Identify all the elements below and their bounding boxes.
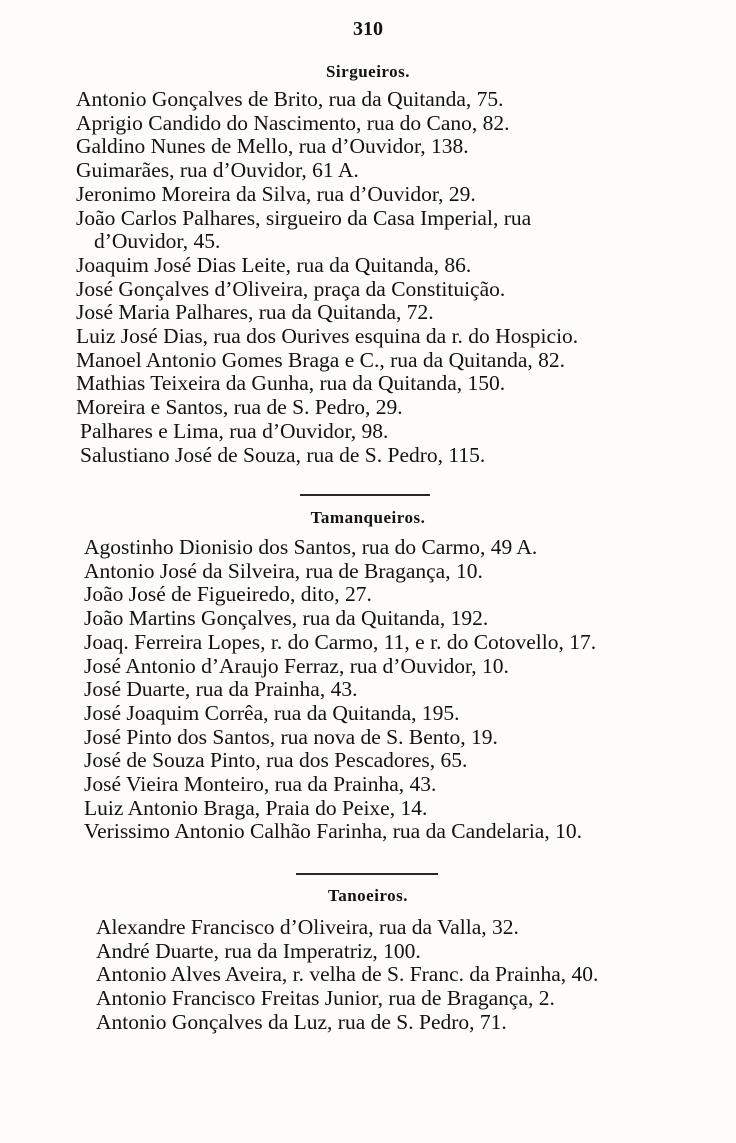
section-heading-tamanqueiros: Tamanqueiros. [310, 508, 426, 527]
list-item: Moreira e Santos, rua de S. Pedro, 29. [76, 395, 403, 420]
list-item: Agostinho Dionisio dos Santos, rua do Carmo, 49 A. [84, 535, 538, 559]
list-item: João José de Figueiredo, dito, 27. [84, 582, 372, 607]
list-item: Joaquim José Dias Leite, rua da Quitanda, 86. [76, 252, 472, 277]
section-heading-sirgueiros: Sirgueiros. [325, 62, 411, 81]
list-item: José Pinto dos Santos, rua nova de S. Bento, 19. [84, 724, 498, 749]
list-item: Antonio José da Silveira, rua de Bragança, 10. [84, 558, 483, 583]
list-item: Alexandre Francisco d’Oliveira, rua da Valla, 32. [96, 915, 519, 939]
list-item: José Vieira Monteiro, rua da Prainha, 43. [84, 772, 437, 797]
list-item: José Maria Palhares, rua da Quitanda, 72. [76, 300, 434, 325]
list-item: Jeronimo Moreira da Silva, rua d’Ouvidor, 29. [76, 181, 476, 206]
list-item: Antonio Gonçalves da Luz, rua de S. Pedro, 71. [96, 1009, 507, 1034]
list-item: João Carlos Palhares, sirgueiro da Casa Imperial, rua [76, 205, 532, 230]
list-item: Verissimo Antonio Calhão Farinha, rua da Candelaria, 10. [84, 819, 582, 844]
list-item: Antonio Alves Aveira, r. velha de S. Franc. da Prainha, 40. [96, 962, 599, 987]
list-item: Manoel Antonio Gomes Braga e C., rua da Quitanda, 82. [76, 347, 566, 372]
section-divider [300, 494, 430, 496]
section-list-sirgueiros [76, 88, 578, 467]
list-item: João Martins Gonçalves, rua da Quitanda, 192. [84, 606, 489, 631]
section-list-tamanqueiros [84, 536, 596, 844]
list-item: Palhares e Lima, rua d’Ouvidor, 98. [80, 418, 389, 443]
list-item: Luiz José Dias, rua dos Ourives esquina da r. do Hospicio. [76, 324, 579, 349]
list-item-continuation: d’Ouvidor, 45. [94, 229, 221, 254]
list-item: Galdino Nunes de Mello, rua d’Ouvidor, 138. [76, 134, 469, 159]
list-item: Salustiano José de Souza, rua de S. Pedro, 115. [80, 442, 486, 467]
list-item: José Gonçalves d’Oliveira, praça da Constituição. [76, 276, 506, 301]
section-divider [296, 873, 438, 875]
list-item: Aprigio Candido do Nascimento, rua do Cano, 82. [76, 110, 510, 135]
section-list-tanoeiros [96, 916, 598, 1035]
page-number: 310 [353, 18, 383, 40]
section-heading-tanoeiros: Tanoeiros. [327, 886, 409, 905]
list-item: José Antonio d’Araujo Ferraz, rua d’Ouvidor, 10. [84, 653, 509, 678]
list-item: José Duarte, rua da Prainha, 43. [84, 677, 358, 702]
list-item: Luiz Antonio Braga, Praia do Peixe, 14. [84, 795, 428, 820]
list-item: Mathias Teixeira da Gunha, rua da Quitanda, 150. [76, 371, 506, 396]
list-item: Joaq. Ferreira Lopes, r. do Carmo, 11, e r. do Cotovello, 17. [84, 629, 597, 654]
list-item: Antonio Francisco Freitas Junior, rua de Bragança, 2. [96, 986, 555, 1011]
list-item: André Duarte, rua da Imperatriz, 100. [96, 938, 421, 963]
list-item: Antonio Gonçalves de Brito, rua da Quitanda, 75. [76, 87, 504, 111]
list-item: Guimarães, rua d’Ouvidor, 61 A. [76, 158, 359, 183]
list-item: José Joaquim Corrêa, rua da Quitanda, 195. [84, 700, 460, 725]
list-item: José de Souza Pinto, rua dos Pescadores, 65. [84, 748, 468, 773]
